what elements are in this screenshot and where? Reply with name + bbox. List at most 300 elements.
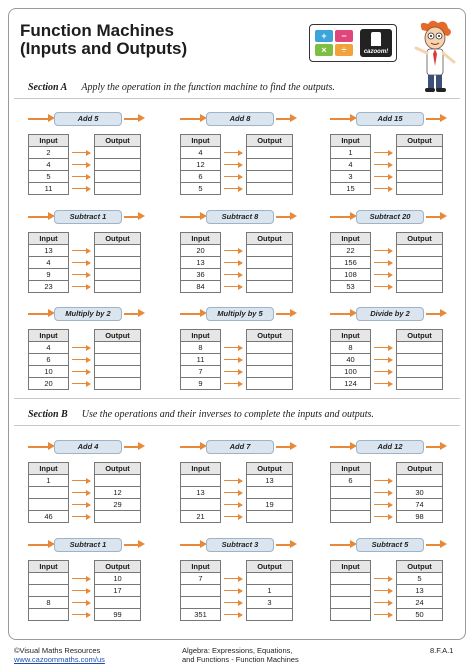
table-row [181,171,293,183]
table-header-row [331,135,443,147]
row-arrow [69,147,95,159]
io-table [330,329,443,390]
output-cell[interactable] [95,257,141,269]
output-cell: 99 [95,609,141,621]
mini-arrow-icon [374,173,394,181]
output-cell[interactable] [397,269,443,281]
output-cell[interactable] [397,159,443,171]
output-cell[interactable] [397,366,443,378]
table-row [29,281,141,293]
mini-arrow-icon [72,344,92,352]
row-arrow [221,378,247,390]
brand-box [360,29,392,57]
output-cell[interactable] [397,475,443,487]
row-arrow [371,597,397,609]
output-header: Output [397,233,443,245]
table-row [331,475,443,487]
table-header-row [331,561,443,573]
output-cell: 50 [397,609,443,621]
output-cell[interactable] [95,354,141,366]
mini-arrow-icon [374,575,394,583]
input-cell: 10 [29,366,69,378]
row-arrow [371,609,397,621]
arrow-in-line [330,446,352,448]
arrow-out-icon [440,309,447,317]
io-table [28,462,141,523]
operation-row [330,210,448,224]
arrow-out-icon [290,442,297,450]
row-arrow [69,573,95,585]
footer-left [14,646,105,664]
mini-arrow-icon [374,599,394,607]
row-arrow [371,573,397,585]
row-arrow [221,609,247,621]
output-cell[interactable] [397,281,443,293]
table-header-row [181,463,293,475]
operation-row [330,538,448,552]
table-row [29,378,141,390]
mini-arrow-icon [224,247,244,255]
arrow-out-icon [138,540,145,548]
section-a-instruction: Apply the operation in the function machine to find the outputs. [81,82,335,93]
input-cell: 4 [29,257,69,269]
section-b-instruction: Use the operations and their inverses to complete the inputs and outputs. [81,409,374,420]
input-header: Input [331,330,371,342]
mini-arrow-icon [374,380,394,388]
arrow-in-line [28,216,50,218]
mini-arrow-icon [72,575,92,583]
input-cell: 124 [331,378,371,390]
output-cell[interactable] [247,487,293,499]
input-cell: 4 [29,159,69,171]
input-header: Input [29,233,69,245]
input-cell: 6 [29,354,69,366]
row-arrow [221,281,247,293]
input-cell: 40 [331,354,371,366]
row-arrow [221,499,247,511]
output-header: Output [95,233,141,245]
row-arrow [371,366,397,378]
input-cell: 1 [29,475,69,487]
output-cell[interactable] [397,183,443,195]
operation-row [28,210,146,224]
mini-arrow-icon [224,501,244,509]
header-spacer [69,561,95,573]
arrow-out-icon [290,114,297,122]
arrow-in-line [180,118,202,120]
row-arrow [371,511,397,523]
input-cell[interactable] [29,499,69,511]
row-arrow [221,354,247,366]
output-cell: 74 [397,499,443,511]
output-cell[interactable] [247,171,293,183]
input-cell[interactable] [29,609,69,621]
table-row [331,585,443,597]
mini-arrow-icon [72,599,92,607]
output-header: Output [95,135,141,147]
section-a-label: Section A [28,82,68,93]
operation-box: Add 5 [54,112,122,126]
table-row [181,354,293,366]
output-cell[interactable] [247,183,293,195]
table-row [181,585,293,597]
header-spacer [371,561,397,573]
output-header: Output [95,463,141,475]
output-header: Output [95,561,141,573]
mini-arrow-icon [224,489,244,497]
input-cell[interactable] [331,511,371,523]
input-cell: 351 [181,609,221,621]
output-cell[interactable] [247,257,293,269]
input-header: Input [29,135,69,147]
input-header: Input [331,463,371,475]
table-row [181,609,293,621]
output-cell[interactable] [95,342,141,354]
table-row [331,147,443,159]
table-row [331,487,443,499]
table-header-row [181,561,293,573]
output-cell[interactable] [397,342,443,354]
input-cell: 100 [331,366,371,378]
table-row [331,499,443,511]
row-arrow [69,366,95,378]
cazoom-logo [309,24,397,62]
output-cell[interactable] [247,511,293,523]
mini-arrow-icon [374,477,394,485]
io-table [330,462,443,523]
mini-arrow-icon [224,344,244,352]
output-cell: 30 [397,487,443,499]
row-arrow [69,342,95,354]
input-header: Input [181,561,221,573]
input-cell: 53 [331,281,371,293]
row-arrow [69,183,95,195]
input-cell: 5 [181,183,221,195]
input-header: Input [331,561,371,573]
operation-row [180,538,298,552]
mini-arrow-icon [224,356,244,364]
arrow-out-icon [440,212,447,220]
header-spacer [371,463,397,475]
operation-box: Add 4 [54,440,122,454]
arrow-in-line [180,313,202,315]
row-arrow [221,257,247,269]
output-cell: 13 [247,475,293,487]
output-cell[interactable] [247,281,293,293]
mini-arrow-icon [374,344,394,352]
output-header: Output [95,330,141,342]
output-cell[interactable] [95,511,141,523]
arrow-out-icon [440,540,447,548]
output-cell[interactable] [95,281,141,293]
io-table [180,232,293,293]
table-row [29,487,141,499]
title-line-1: Function Machines [20,21,174,40]
output-cell[interactable] [95,147,141,159]
row-arrow [221,171,247,183]
arrow-in-line [330,118,352,120]
input-cell: 12 [181,159,221,171]
website-link[interactable]: www.cazoommaths.com/us [14,655,105,664]
output-cell[interactable] [247,147,293,159]
mini-arrow-icon [224,611,244,619]
brand-figure-icon [371,32,381,46]
row-arrow [69,159,95,171]
row-arrow [221,269,247,281]
arrow-in-line [28,446,50,448]
input-cell[interactable] [181,499,221,511]
input-cell: 15 [331,183,371,195]
table-row [181,269,293,281]
operation-box: Add 12 [356,440,424,454]
row-arrow [69,585,95,597]
input-cell[interactable] [29,573,69,585]
row-arrow [221,475,247,487]
row-arrow [371,245,397,257]
table-row [181,342,293,354]
row-arrow [69,475,95,487]
io-table [28,134,141,195]
input-cell[interactable] [331,609,371,621]
table-row [181,183,293,195]
table-row [331,269,443,281]
row-arrow [69,597,95,609]
section-b-label: Section B [28,409,68,420]
input-cell: 84 [181,281,221,293]
output-cell: 5 [397,573,443,585]
function-machine [28,440,146,521]
input-cell: 4 [181,147,221,159]
mini-arrow-icon [374,259,394,267]
function-machine [330,112,448,193]
mini-arrow-icon [374,283,394,291]
output-cell[interactable] [95,245,141,257]
mini-arrow-icon [72,368,92,376]
row-arrow [371,342,397,354]
input-cell: 4 [29,342,69,354]
row-arrow [69,499,95,511]
input-cell: 9 [29,269,69,281]
output-cell[interactable] [95,171,141,183]
mini-arrow-icon [72,501,92,509]
table-row [29,511,141,523]
mini-arrow-icon [224,477,244,485]
table-row [181,475,293,487]
table-row [181,378,293,390]
table-header-row [331,330,443,342]
output-header: Output [247,233,293,245]
table-row [331,597,443,609]
section-b-heading [28,409,374,420]
output-cell[interactable] [247,245,293,257]
header-spacer [221,463,247,475]
table-header-row [29,561,141,573]
arrow-in-line [180,216,202,218]
row-arrow [69,281,95,293]
input-cell: 4 [331,159,371,171]
output-cell[interactable] [397,245,443,257]
header-spacer [221,135,247,147]
input-cell: 156 [331,257,371,269]
mini-arrow-icon [374,513,394,521]
header-spacer [221,561,247,573]
function-machine [28,210,146,291]
row-arrow [221,585,247,597]
input-cell: 9 [181,378,221,390]
table-row [29,342,141,354]
row-arrow [221,366,247,378]
table-row [29,269,141,281]
output-cell[interactable] [247,366,293,378]
mini-arrow-icon [224,259,244,267]
output-cell[interactable] [95,269,141,281]
row-arrow [221,511,247,523]
operation-row [28,440,146,454]
input-cell: 2 [29,147,69,159]
section-a-heading [28,82,335,93]
output-cell[interactable] [397,378,443,390]
function-machine [180,210,298,291]
row-arrow [69,269,95,281]
output-cell[interactable] [95,475,141,487]
output-cell[interactable] [247,159,293,171]
input-cell[interactable] [29,585,69,597]
input-cell[interactable] [181,597,221,609]
output-cell[interactable] [247,378,293,390]
output-cell[interactable] [247,609,293,621]
table-row [331,354,443,366]
io-table [28,329,141,390]
arrow-in-line [330,216,352,218]
output-cell[interactable] [397,354,443,366]
standard-code: 8.F.A.1 [430,646,454,655]
row-arrow [69,487,95,499]
function-machine [330,440,448,521]
minus-tile: − [335,30,353,42]
output-cell[interactable] [247,342,293,354]
table-row [29,159,141,171]
output-cell: 24 [397,597,443,609]
input-cell: 8 [181,342,221,354]
output-cell[interactable] [95,597,141,609]
function-machine [330,307,448,388]
operation-box: Subtract 1 [54,210,122,224]
table-row [29,475,141,487]
output-cell[interactable] [247,269,293,281]
output-cell[interactable] [95,159,141,171]
operation-row [180,307,298,321]
input-cell[interactable] [331,573,371,585]
table-row [181,511,293,523]
row-arrow [69,171,95,183]
output-cell[interactable] [397,171,443,183]
table-row [181,159,293,171]
output-cell[interactable] [247,354,293,366]
output-header: Output [247,463,293,475]
output-header: Output [397,463,443,475]
operation-row [330,307,448,321]
row-arrow [371,147,397,159]
operation-box: Divide by 2 [356,307,424,321]
table-row [181,257,293,269]
output-cell[interactable] [95,378,141,390]
footer-center [182,646,299,664]
output-cell[interactable] [95,366,141,378]
row-arrow [69,511,95,523]
row-arrow [371,183,397,195]
mini-arrow-icon [224,161,244,169]
output-cell[interactable] [397,257,443,269]
function-machine [180,112,298,193]
table-header-row [29,233,141,245]
input-header: Input [181,330,221,342]
table-row [181,147,293,159]
input-cell: 13 [181,487,221,499]
mini-arrow-icon [72,587,92,595]
title-line-2: (Inputs and Outputs) [20,39,188,58]
brand-text: cazoom! [363,49,389,55]
input-cell[interactable] [331,499,371,511]
operation-row [28,538,146,552]
input-cell[interactable] [331,487,371,499]
header-spacer [69,330,95,342]
row-arrow [69,257,95,269]
header-spacer [69,233,95,245]
row-arrow [371,475,397,487]
table-row [29,354,141,366]
times-tile: × [315,44,333,56]
table-row [181,366,293,378]
table-row [331,342,443,354]
mini-arrow-icon [374,489,394,497]
operation-box: Subtract 5 [356,538,424,552]
row-arrow [221,183,247,195]
input-cell[interactable] [181,585,221,597]
function-machine [28,112,146,193]
input-cell[interactable] [181,475,221,487]
row-arrow [371,585,397,597]
table-row [181,245,293,257]
mini-arrow-icon [72,380,92,388]
input-header: Input [181,135,221,147]
function-machine [330,538,448,619]
mini-arrow-icon [374,185,394,193]
row-arrow [371,159,397,171]
table-row [29,597,141,609]
row-arrow [221,245,247,257]
table-row [29,171,141,183]
output-cell[interactable] [95,183,141,195]
input-cell: 21 [181,511,221,523]
function-machine [330,210,448,291]
table-row [181,597,293,609]
table-row [29,585,141,597]
input-cell[interactable] [331,597,371,609]
header-spacer [371,135,397,147]
output-cell[interactable] [397,147,443,159]
row-arrow [371,171,397,183]
table-row [331,245,443,257]
io-table [180,560,293,621]
row-arrow [69,245,95,257]
table-row [331,511,443,523]
input-cell[interactable] [331,585,371,597]
row-arrow [69,378,95,390]
operation-row [330,440,448,454]
input-cell[interactable] [29,487,69,499]
output-cell[interactable] [247,573,293,585]
mini-arrow-icon [72,185,92,193]
